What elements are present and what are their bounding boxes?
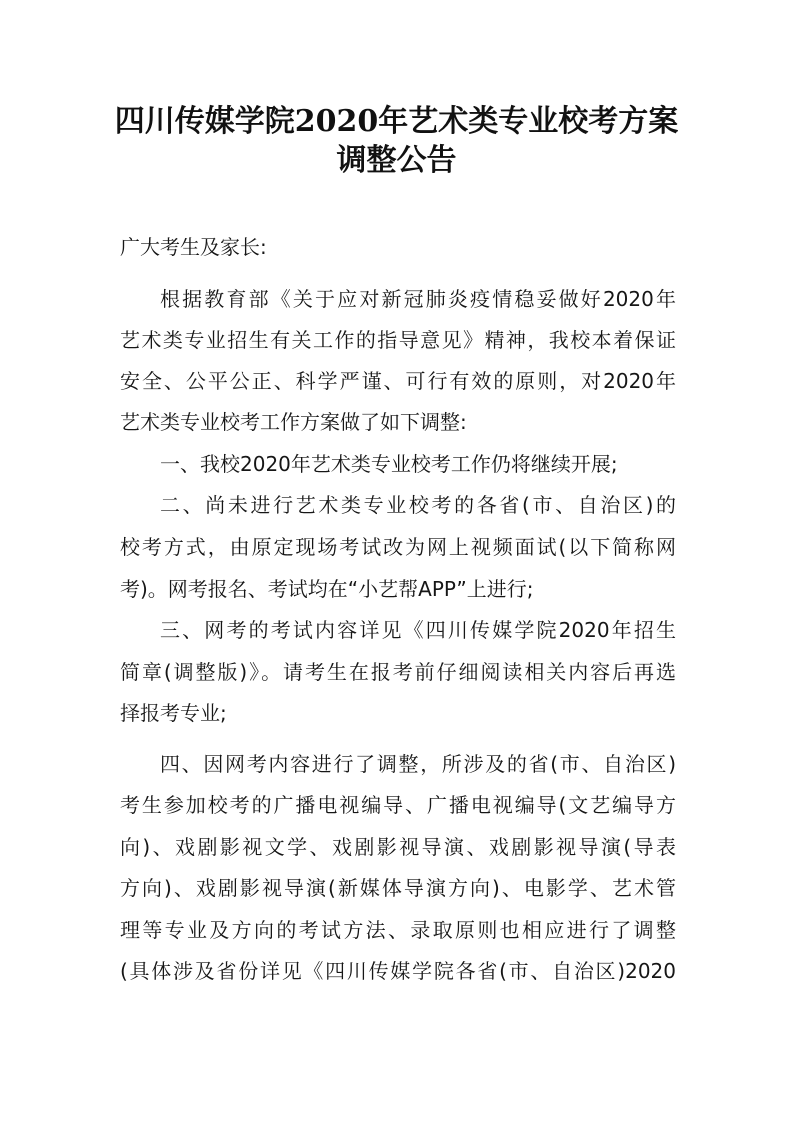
item-4-line-2: 考生参加校考的广播电视编导、广播电视编导(文艺编导方 xyxy=(120,793,676,817)
paragraph-1-line-3: 安全、公平公正、科学严谨、可行有效的原则，对2020年 xyxy=(120,369,676,393)
item-2-line-3: 考)。网考报名、考试均在“小艺帮APP”上进行; xyxy=(120,577,534,601)
paragraph-1-line-1: 根据教育部《关于应对新冠肺炎疫情稳妥做好2020年 xyxy=(160,287,676,311)
item-4-line-4: 方向)、戏剧影视导演(新媒体导演方向)、电影学、艺术管 xyxy=(120,876,676,900)
item-4-line-6: (具体涉及省份详见《四川传媒学院各省(市、自治区)2020 xyxy=(120,959,676,983)
item-3-line-2: 简章(调整版)》。请考生在报考前仔细阅读相关内容后再选 xyxy=(120,660,676,684)
item-1-line-1: 一、我校2020年艺术类专业校考工作仍将继续开展; xyxy=(160,452,618,476)
item-4-line-5: 理等专业及方向的考试方法、录取原则也相应进行了调整 xyxy=(120,918,676,942)
document-title-line-1: 四川传媒学院2020年艺术类专业校考方案 xyxy=(114,104,679,139)
paragraph-1-line-2: 艺术类专业招生有关工作的指导意见》精神，我校本着保证 xyxy=(120,328,676,352)
item-2-line-1: 二、尚未进行艺术类专业校考的各省(市、自治区)的 xyxy=(160,493,676,517)
item-4-line-1: 四、因网考内容进行了调整，所涉及的省(市、自治区) xyxy=(160,752,676,776)
item-3-line-1: 三、网考的考试内容详见《四川传媒学院2020年招生 xyxy=(160,618,676,642)
salutation: 广大考生及家长: xyxy=(120,235,267,259)
item-2-line-2: 校考方式，由原定现场考试改为网上视频面试(以下简称网 xyxy=(120,535,676,559)
paragraph-1-line-4: 艺术类专业校考工作方案做了如下调整: xyxy=(120,410,467,434)
item-3-line-3: 择报考专业; xyxy=(120,701,227,725)
item-4-line-3: 向)、戏剧影视文学、戏剧影视导演、戏剧影视导演(导表 xyxy=(120,835,676,859)
document-title-line-2: 调整公告 xyxy=(336,143,457,178)
